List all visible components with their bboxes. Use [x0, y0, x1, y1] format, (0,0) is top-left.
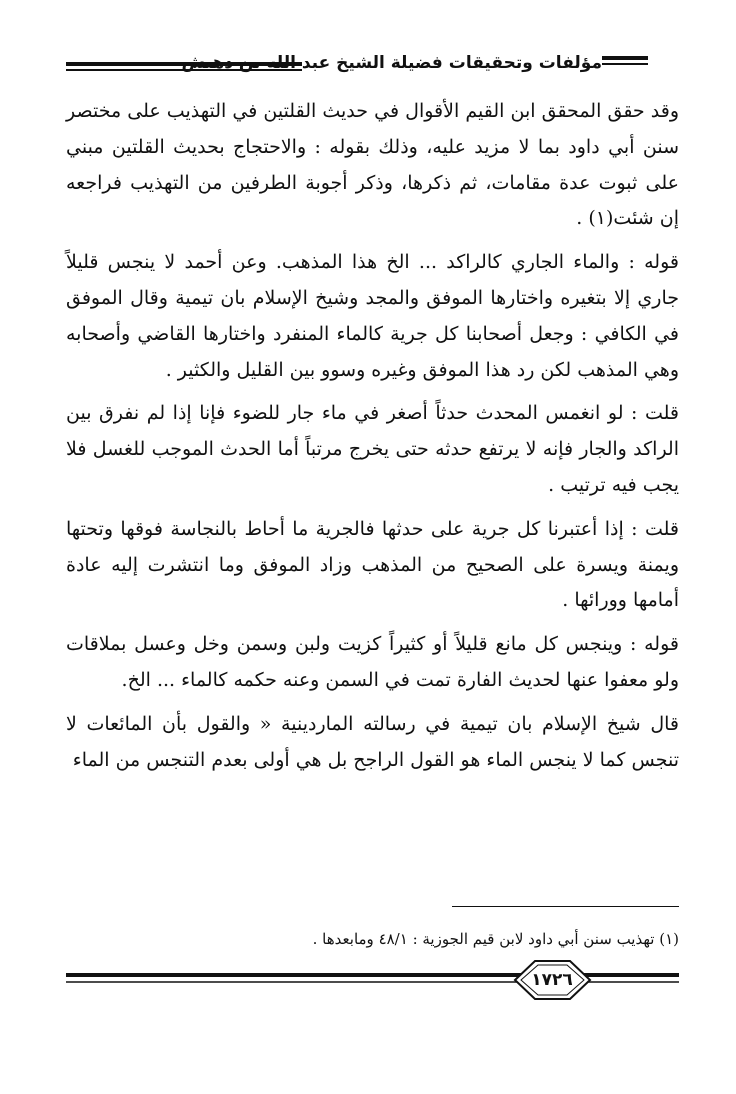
- running-header-title: مؤلفات وتحقيقات فضيلة الشيخ عبد الله بن دهيش: [181, 53, 602, 73]
- paragraph-2: قوله : والماء الجاري كالراكد ... الخ هذا المذهب. وعن أحمد لا ينجس قليلاً جاري إلا بتغيره واختارها الموفق والمجد وشيخ الإسلام بان تيمية وقال الموفق في الكافي : وجعل أصحابنا كل جرية كالماء المنفرد واختارها القاضي وأصحابه وهي المذهب لكن رد هذا الموفق وغيره وسوو بين القليل والكثير .: [66, 251, 679, 381]
- paragraph-4: قلت : إذا أعتبرنا كل جرية على حدثها فالجرية ما أحاط بالنجاسة فوقها وتحتها ويمنة ويسرة على الصحيح من المذهب وزاد الموفق وما انتشرت إليه عادة أمامها وورائها .: [66, 517, 679, 612]
- paragraph-1: وقد حقق المحقق ابن القيم الأقوال في حديث القلتين في التهذيب على مختصر سنن أبي داود بما لا مزيد عليه، وذلك بقوله : والاحتجاج بحديث القلتين مبني على ثبوت عدة مقامات، ثم ذكرها، وذكر أجوبة الطرفين من التهذيب فراجعه إن شئت(١) .: [66, 100, 679, 230]
- paragraph-6: قال شيخ الإسلام بان تيمية في رسالته الماردينية « والقول بأن المائعات لا تنجس كما لا ينجس الماء هو القول الراجح بل هي أولى بعدم التنجس من الماء: [66, 712, 679, 771]
- paragraph-5: قوله : وينجس كل مانع قليلاً أو كثيراً كزيت ولبن وسمن وخل وعسل بملاقات ولو معفوا عنها لحديث الفارة تمت في السمن وعنه حكمه كالماء ... الخ.: [66, 633, 679, 691]
- paragraph-3: قلت : لو انغمس المحدث حدثاً أصغر في ماء جار للضوء فإنا إذا لم نفرق بين الراكد والجار فإنه لا يرتفع حدثه حتى يخرج مرتباً أما الحدث الموجب للغسل فلا يجب فيه ترتيب .: [66, 402, 679, 496]
- page-number: ١٧٢٦: [531, 970, 573, 990]
- footnote: (١) تهذيب سنن أبي داود لابن قيم الجوزية : ٤٨/١ ومابعدها .: [312, 930, 679, 948]
